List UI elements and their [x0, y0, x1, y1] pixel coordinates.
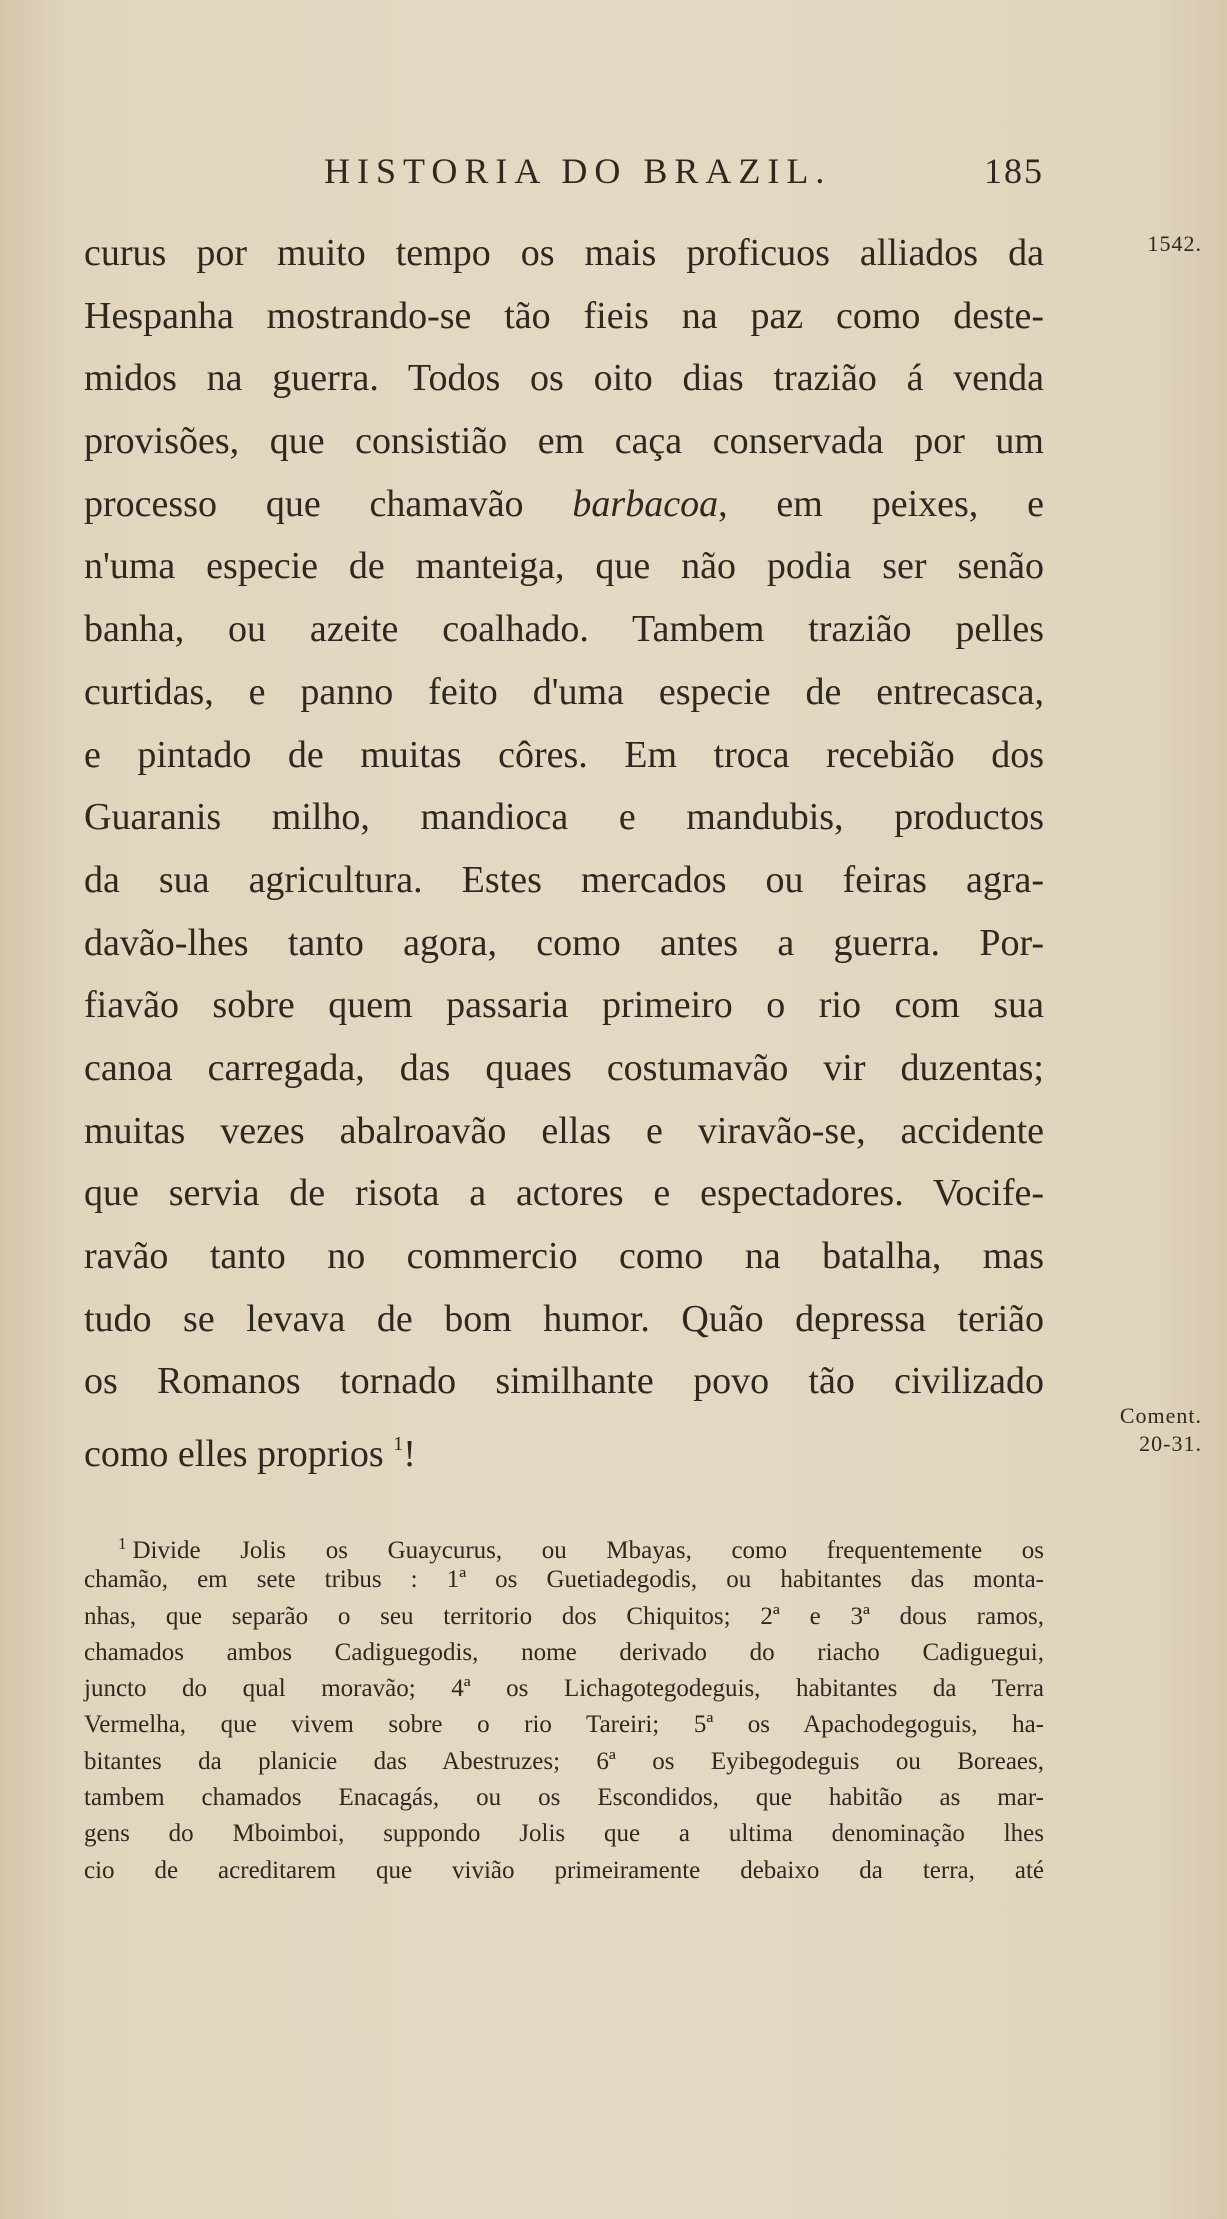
footnote-line: nhas, que separão o seu territorio dos Chiquitos; 2ª e 3ª dous ramos,	[84, 1602, 1044, 1630]
footnote-line: chamão, em sete tribus : 1ª os Guetiadegodis, ou habitantes das monta-	[84, 1566, 1044, 1594]
footnote-line: chamados ambos Cadiguegodis, nome derivado do riacho Cadiguegui,	[84, 1638, 1044, 1666]
marginal-reference-label: Coment.	[1119, 1403, 1202, 1428]
text-line: fiavão sobre quem passaria primeiro o rio com sua	[84, 984, 1044, 1027]
text-line: Hespanha mostrando-se tão fieis na paz como deste-	[84, 294, 1044, 337]
footnote-line: juncto do qual moravão; 4ª os Lichagotegodeguis, habitantes da Terra	[84, 1675, 1044, 1703]
footnote-number: 1	[118, 1534, 127, 1553]
text-line: midos na guerra. Todos os oito dias trazião á venda	[84, 357, 1044, 400]
text-line: Guaranis milho, mandioca e mandubis, productos	[84, 796, 1044, 839]
text-segment: Divide Jolis os Guaycurus, ou Mbayas, como frequentemente os	[132, 1537, 1044, 1564]
text-line: tudo se levava de bom humor. Quão depressa terião	[84, 1297, 1044, 1340]
running-title: HISTORIA DO BRAZIL.	[324, 151, 832, 191]
footnote	[84, 1526, 1044, 1889]
footnote-line	[84, 1526, 1044, 1562]
text-line: n'uma especie de manteiga, que não podia ser senão	[84, 545, 1044, 588]
marginal-reference-range: 20-31.	[1139, 1431, 1202, 1456]
text-line: davão-lhes tanto agora, como antes a guerra. Por-	[84, 921, 1044, 964]
italic-term: barbacoa	[572, 482, 719, 525]
page-number: 185	[984, 151, 1044, 191]
footnote-line: gens do Mboimboi, suppondo Jolis que a ultima denominação lhes	[84, 1820, 1044, 1848]
text-line: curus por muito tempo os mais proficuos alliados da	[84, 232, 1044, 274]
text-line: que servia de risota a actores e espectadores. Vocife-	[84, 1172, 1044, 1215]
running-head	[324, 148, 1044, 194]
text-line: provisões, que consistião em caça conservada por um	[84, 420, 1044, 463]
marginal-year: 1542.	[1147, 231, 1202, 256]
text-line: banha, ou azeite coalhado. Tambem trazião pelles	[84, 608, 1044, 651]
text-line: os Romanos tornado similhante povo tão civilizado	[84, 1360, 1044, 1403]
text-segment: !	[403, 1433, 416, 1476]
marginal-reference	[1080, 1402, 1202, 1458]
text-line: curtidas, e panno feito d'uma especie de entrecasca,	[84, 670, 1044, 713]
footnote-line: Vermelha, que vivem sobre o rio Tareiri; 5ª os Apachodegoguis, ha-	[84, 1711, 1044, 1739]
text-segment: , em peixes, e	[718, 482, 1045, 525]
text-line	[84, 1413, 1044, 1476]
footnote-marker[interactable]: 1	[393, 1433, 404, 1456]
text-line: da sua agricultura. Estes mercados ou feiras agra-	[84, 858, 1044, 901]
text-line: e pintado de muitas côres. Em troca recebião dos	[84, 733, 1044, 776]
footnote-line: bitantes da planicie das Abestruzes; 6ª os Eyibegodeguis ou Boreaes,	[84, 1747, 1044, 1775]
text-line	[84, 473, 1044, 536]
text-segment: como elles proprios	[84, 1433, 384, 1476]
text-line: muitas vezes abalroavão ellas e viravão-se, accidente	[84, 1109, 1044, 1152]
text-segment: processo que chamavão	[84, 482, 524, 525]
text-line: ravão tanto no commercio como na batalha, mas	[84, 1235, 1044, 1277]
text-line: canoa carregada, das quaes costumavão vir duzentas;	[84, 1046, 1044, 1089]
body-text	[84, 222, 1044, 1476]
footnote-line: tambem chamados Enacagás, ou os Escondidos, que habitão as mar-	[84, 1784, 1044, 1812]
footnote-line: cio de acreditarem que vivião primeiramente debaixo da terra, até	[84, 1856, 1044, 1884]
